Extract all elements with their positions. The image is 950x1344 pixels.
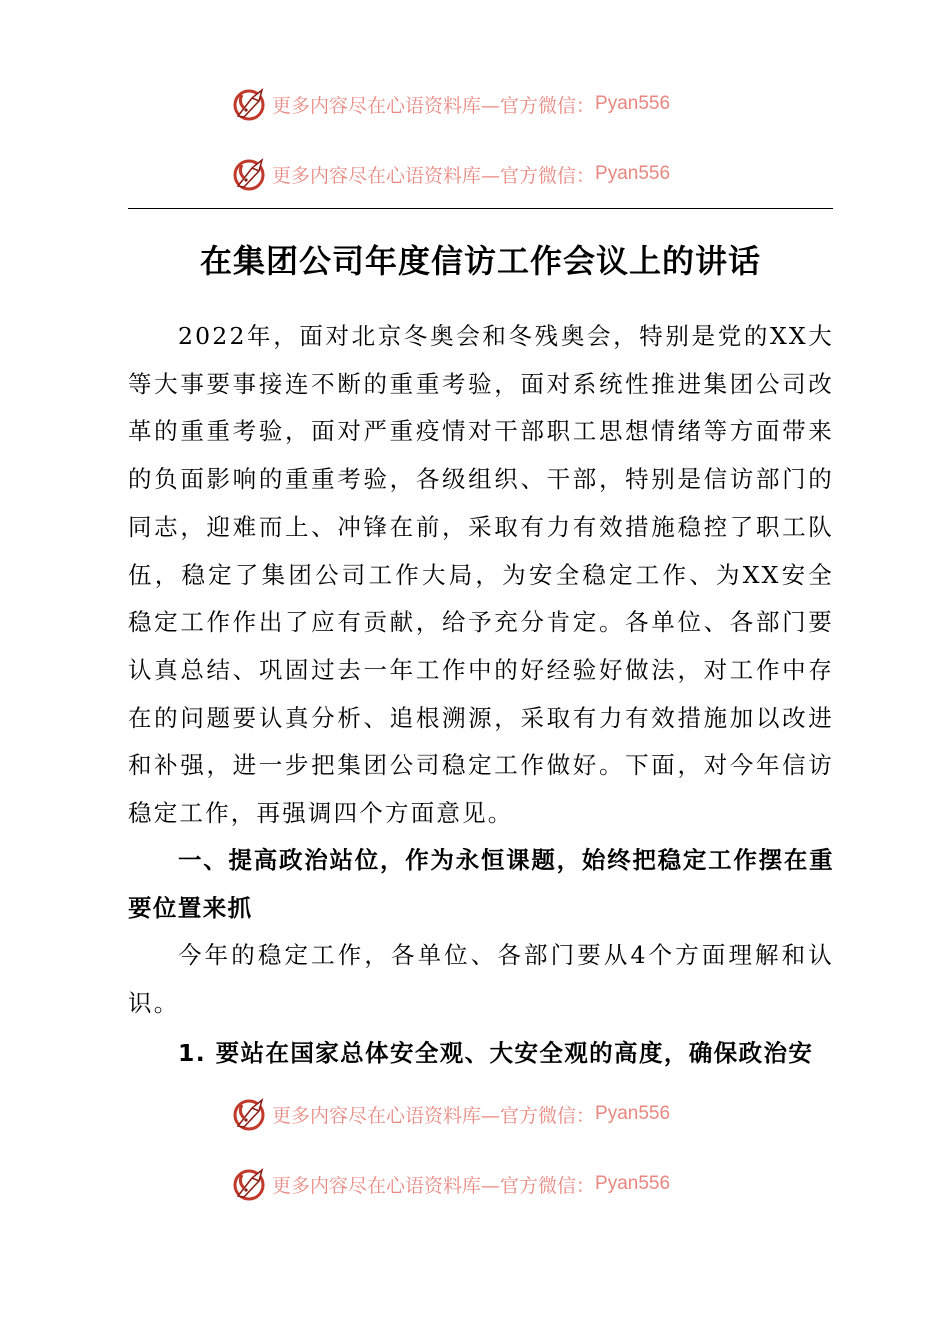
watermark-text: 更多内容尽在心语资料库—官方微信：	[272, 1104, 596, 1127]
watermark-banner-top-1	[232, 86, 752, 122]
pen-nib-logo-icon	[232, 156, 268, 192]
watermark-text: 更多内容尽在心语资料库—官方微信：	[272, 164, 596, 187]
watermark-wechat-id: Pyan556	[595, 1173, 671, 1194]
watermark-banner-bottom-2	[232, 1166, 752, 1202]
watermark-text: 更多内容尽在心语资料库—官方微信：	[272, 94, 596, 117]
paragraph-intro: 2022年，面对北京冬奥会和冬残奥会，特别是党的XX大等大事要事接连不断的重重考验，面对系统性推进集团公司改革的重重考验，面对严重疫情对干部职工思想情绪等方面带来的负面影响的重重考验，各级组织、干部，特别是信访部门的同志，迎难而上、冲锋在前，采取有力有效措施稳控了职工队伍，稳定了集团公司工作大局，为安全稳定工作、为XX安全稳定工作作出了应有贡献，给予充分肯定。各单位、各部门要认真总结、巩固过去一年工作中的好经验好做法，对工作中存在的问题要认真分析、追根溯源，采取有力有效措施加以改进和补强，进一步把集团公司稳定工作做好。下面，对今年信访稳定工作，再强调四个方面意见。	[128, 322, 834, 828]
section-heading-1: 一、提高政治站位，作为永恒课题，始终把稳定工作摆在重要位置来抓	[128, 846, 834, 922]
pen-nib-logo-icon	[232, 1166, 268, 1202]
pen-nib-logo-icon	[232, 1096, 268, 1132]
document-title: 在集团公司年度信访工作会议上的讲话	[199, 242, 761, 280]
header-divider	[128, 208, 833, 209]
watermark-banner-bottom-1	[232, 1096, 752, 1132]
subsection-heading-1: 1. 要站在国家总体安全观、大安全观的高度，确保政治安	[178, 1039, 814, 1067]
watermark-text: 更多内容尽在心语资料库—官方微信：	[272, 1174, 596, 1197]
watermark-wechat-id: Pyan556	[595, 163, 671, 184]
watermark-wechat-id: Pyan556	[595, 93, 671, 114]
pen-nib-logo-icon	[232, 86, 268, 122]
watermark-banner-top-2	[232, 156, 752, 192]
paragraph-section-1: 今年的稳定工作，各单位、各部门要从4个方面理解和认识。	[128, 941, 834, 1017]
watermark-wechat-id: Pyan556	[595, 1103, 671, 1124]
